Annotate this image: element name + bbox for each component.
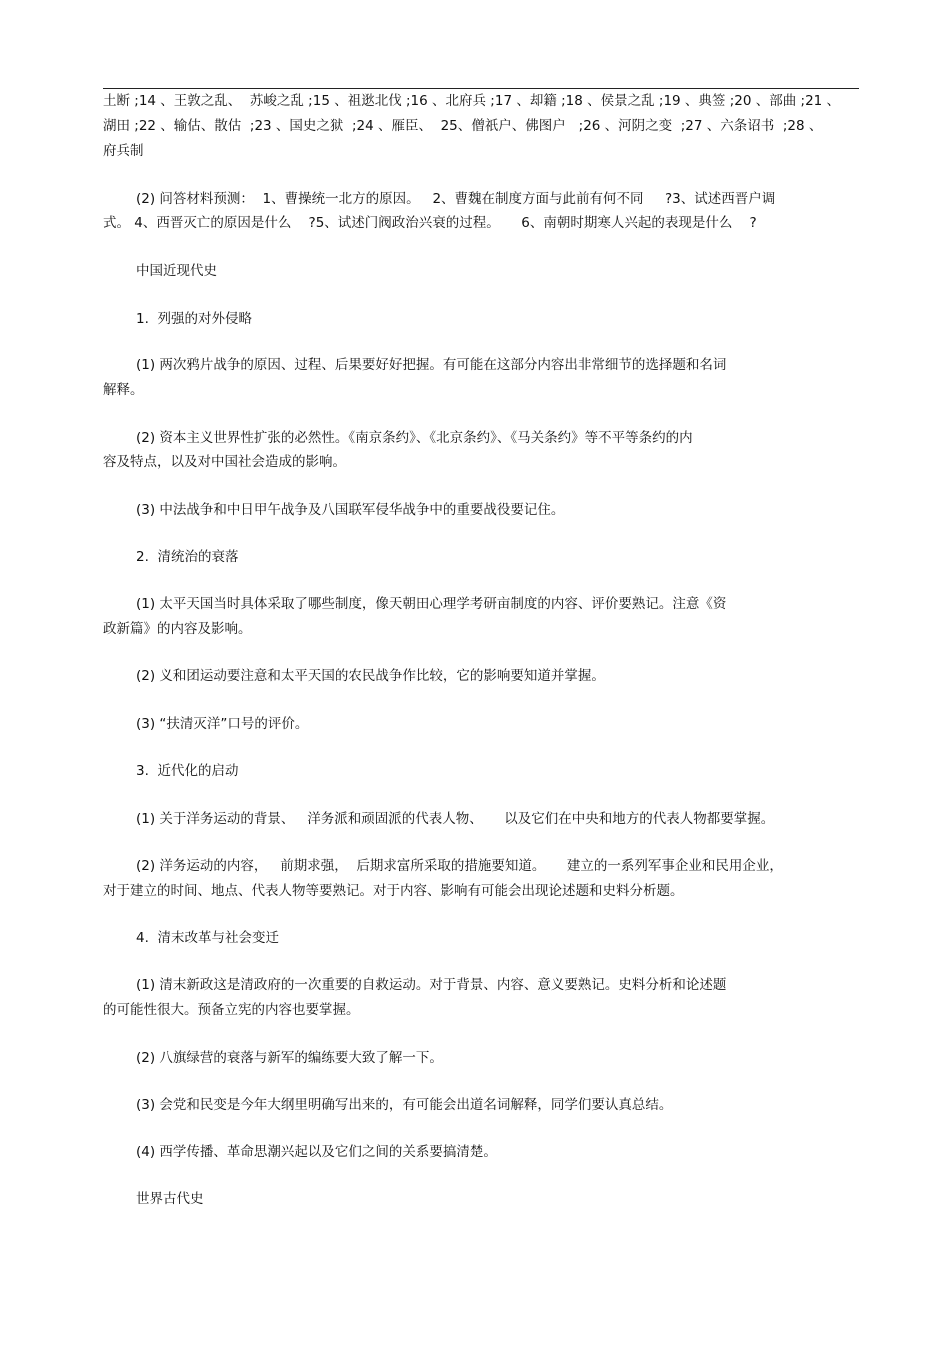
topic-4-p1-line-1: (1) 清末新政这是清政府的一次重要的自救运动。对于背景、内容、意义要熟记。史料分析和论述题 bbox=[136, 977, 727, 993]
topic-1-p1-line-2: 解释。 bbox=[103, 382, 144, 398]
topic-4-p2: (2) 八旗绿营的衰落与新军的编练要大致了解一下。 bbox=[136, 1050, 443, 1066]
topic-3-p2-line-1: (2) 洋务运动的内容， 前期求强， 后期求富所采取的措施要知道。 建立的一系列军事企业和民用企业， bbox=[136, 858, 783, 874]
topic-2-p2: (2) 义和团运动要注意和太平天国的农民战争作比较，它的影响要知道并掌握。 bbox=[136, 668, 605, 684]
topic-4-heading: 4. 清末改革与社会变迁 bbox=[136, 930, 279, 946]
topic-2-p1-line-2: 政新篇》的内容及影响。 bbox=[103, 621, 252, 637]
topic-3-heading: 3. 近代化的启动 bbox=[136, 763, 239, 779]
terms-line-2: 湖田 ;22 、输估、散估 ;23 、国史之狱 ;24 、雁臣、 25、僧祇户、佛图户 ;26 、河阴之变 ;27 、六条诏书 ;28 、 bbox=[103, 118, 823, 134]
topic-3-p1: (1) 关于洋务运动的背景、 洋务派和顽固派的代表人物、 以及它们在中央和地方的代表人物都要掌握。 bbox=[136, 811, 775, 827]
topic-2-heading: 2. 清统治的衰落 bbox=[136, 549, 239, 565]
terms-line-1: 土断 ;14 、王敦之乱、 苏峻之乱 ;15 、祖逖北伐 ;16 、北府兵 ;17 、却籍 ;18 、侯景之乱 ;19 、典签 ;20 、部曲 ;21 、 bbox=[103, 93, 841, 109]
section-heading-world: 世界古代史 bbox=[136, 1191, 204, 1207]
terms-line-3: 府兵制 bbox=[103, 143, 144, 159]
topic-3-p2-line-2: 对于建立的时间、地点、代表人物等要熟记。对于内容、影响有可能会出现论述题和史料分析题。 bbox=[103, 883, 684, 899]
topic-1-p1-line-1: (1) 两次鸦片战争的原因、过程、后果要好好把握。有可能在这部分内容出非常细节的选择题和名词 bbox=[136, 357, 727, 373]
topic-4-p3: (3) 会党和民变是今年大纲里明确写出来的，有可能会出道名词解释，同学们要认真总结。 bbox=[136, 1097, 673, 1113]
topic-1-p3: (3) 中法战争和中日甲午战争及八国联军侵华战争中的重要战役要记住。 bbox=[136, 502, 565, 518]
questions-line-2: 式。 4、西晋灭亡的原因是什么 ?5、试述门阀政治兴衰的过程。 6、南朝时期寒人兴起的表现是什么 ? bbox=[103, 215, 757, 231]
topic-1-p2-line-2: 容及特点，以及对中国社会造成的影响。 bbox=[103, 454, 346, 470]
topic-1-heading: 1. 列强的对外侵略 bbox=[136, 311, 252, 327]
topic-2-p1-line-1: (1) 太平天国当时具体采取了哪些制度，像天朝田心理学考研亩制度的内容、评价要熟记。注意《资 bbox=[136, 596, 727, 612]
topic-2-p3: (3) “扶清灭洋”口号的评价。 bbox=[136, 716, 309, 732]
topic-1-p2-line-1: (2) 资本主义世界性扩张的必然性。《南京条约》、《北京条约》、《马关条约》等不平等条约的内 bbox=[136, 430, 693, 446]
questions-line-1: (2) 问答材料预测： 1、曹操统一北方的原因。 2、曹魏在制度方面与此前有何不同 ?3、试述西晋户调 bbox=[136, 191, 776, 207]
topic-4-p4: (4) 西学传播、革命思潮兴起以及它们之间的关系要搞清楚。 bbox=[136, 1144, 497, 1160]
header-rule bbox=[103, 88, 859, 89]
topic-4-p1-line-2: 的可能性很大。预备立宪的内容也要掌握。 bbox=[103, 1002, 360, 1018]
section-heading-modern: 中国近现代史 bbox=[136, 263, 217, 279]
